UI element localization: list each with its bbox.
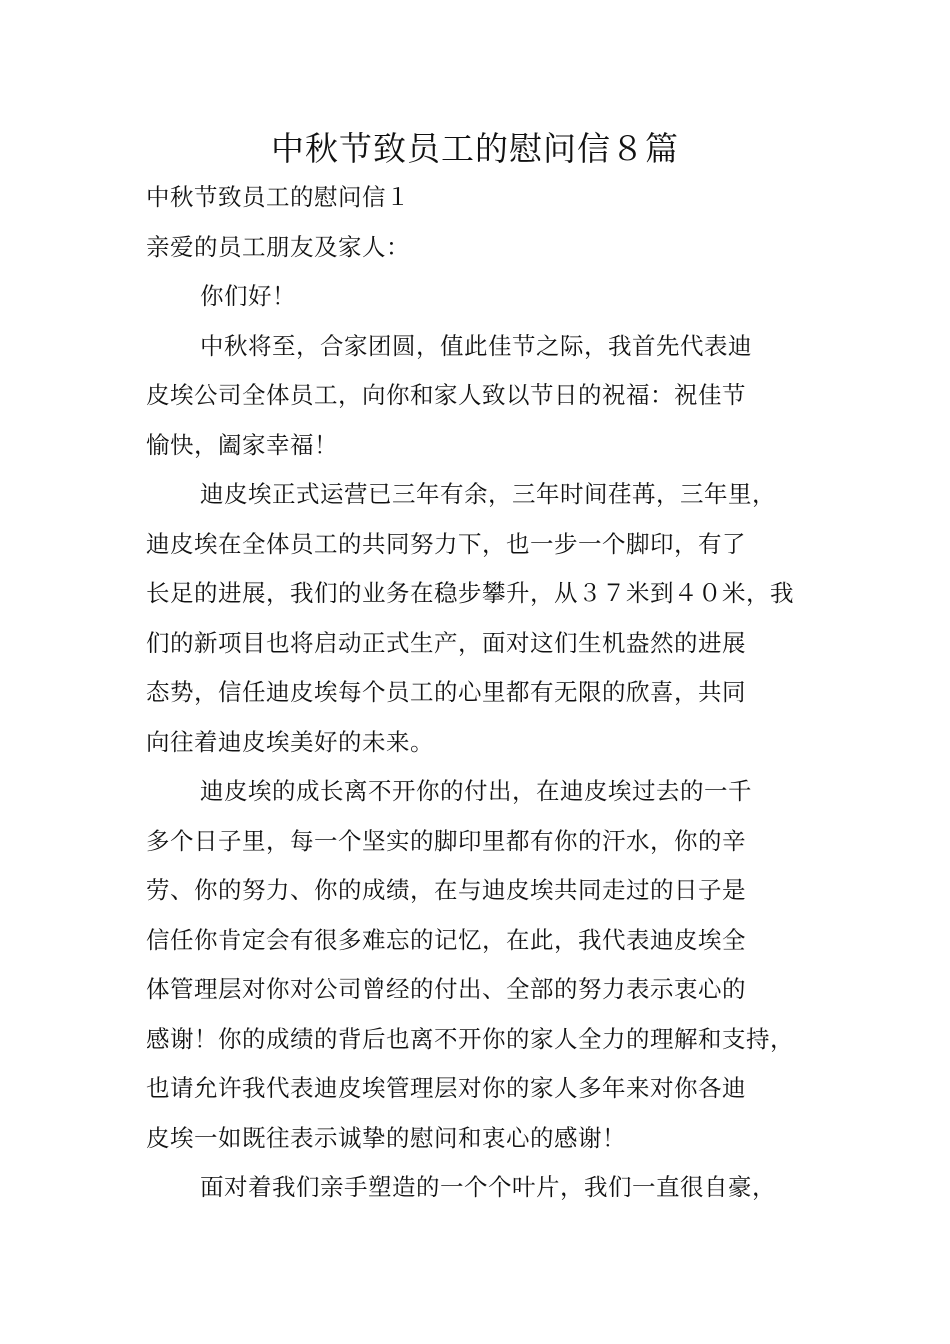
paragraph-line: 们的新项目也将启动正式生产，面对这们生机盎然的进展 [146,628,746,657]
paragraph-2 [146,470,836,767]
letter-greeting: 你们好！ [200,282,296,310]
paragraph-line: 长足的进展，我们的业务在稳步攀升，从３７米到４０米，我 [146,579,794,607]
paragraph-line: 也请允许我代表迪皮埃管理层对你的家人多年来对你各迪 [146,1074,746,1102]
letter-salutation: 亲爱的员工朋友及家人： [146,232,410,261]
paragraph-line: 迪皮埃正式运营已三年有余，三年时间荏苒，三年里， [200,480,776,508]
paragraph-line: 迪皮埃的成长离不开你的付出，在迪皮埃过去的一千 [200,777,752,805]
paragraph-line: 面对着我们亲手塑造的一个个叶片，我们一直很自豪， [200,1173,776,1201]
paragraph-line: 体管理层对你对公司曾经的付出、全部的努力表示衷心的 [146,975,746,1003]
document-title: 中秋节致员工的慰问信８篇 [271,129,679,168]
paragraph-line: 皮埃公司全体员工，向你和家人致以节日的祝福：祝佳节 [146,381,746,409]
paragraph-line: 态势，信任迪皮埃每个员工的心里都有无限的欣喜，共同 [146,678,746,706]
paragraph-line: 感谢！你的成绩的背后也离不开你的家人全力的理解和支持， [146,1024,794,1053]
paragraph-line: 中秋将至，合家团圆，值此佳节之际，我首先代表迪 [200,331,752,360]
letter-subtitle: 中秋节致员工的慰问信１ [146,183,410,211]
paragraph-line: 愉快，阖家幸福！ [146,430,338,459]
paragraph-line: 劳、你的努力、你的成绩，在与迪皮埃共同走过的日子是 [146,876,746,904]
paragraph-line: 向往着迪皮埃美好的未来。 [146,727,434,756]
paragraph-line: 迪皮埃在全体员工的共同努力下，也一步一个脚印，有了 [146,529,746,558]
paragraph-line: 信任你肯定会有很多难忘的记忆，在此，我代表迪皮埃全 [146,925,746,954]
paragraph-1 [146,322,836,471]
paragraph-4 [146,1163,836,1213]
paragraph-line: 多个日子里，每一个坚实的脚印里都有你的汗水，你的辛 [146,826,746,855]
paragraph-3 [146,767,836,1163]
document-body [146,173,836,1213]
paragraph-line: 皮埃一如既往表示诚挚的慰问和衷心的感谢！ [146,1123,626,1152]
